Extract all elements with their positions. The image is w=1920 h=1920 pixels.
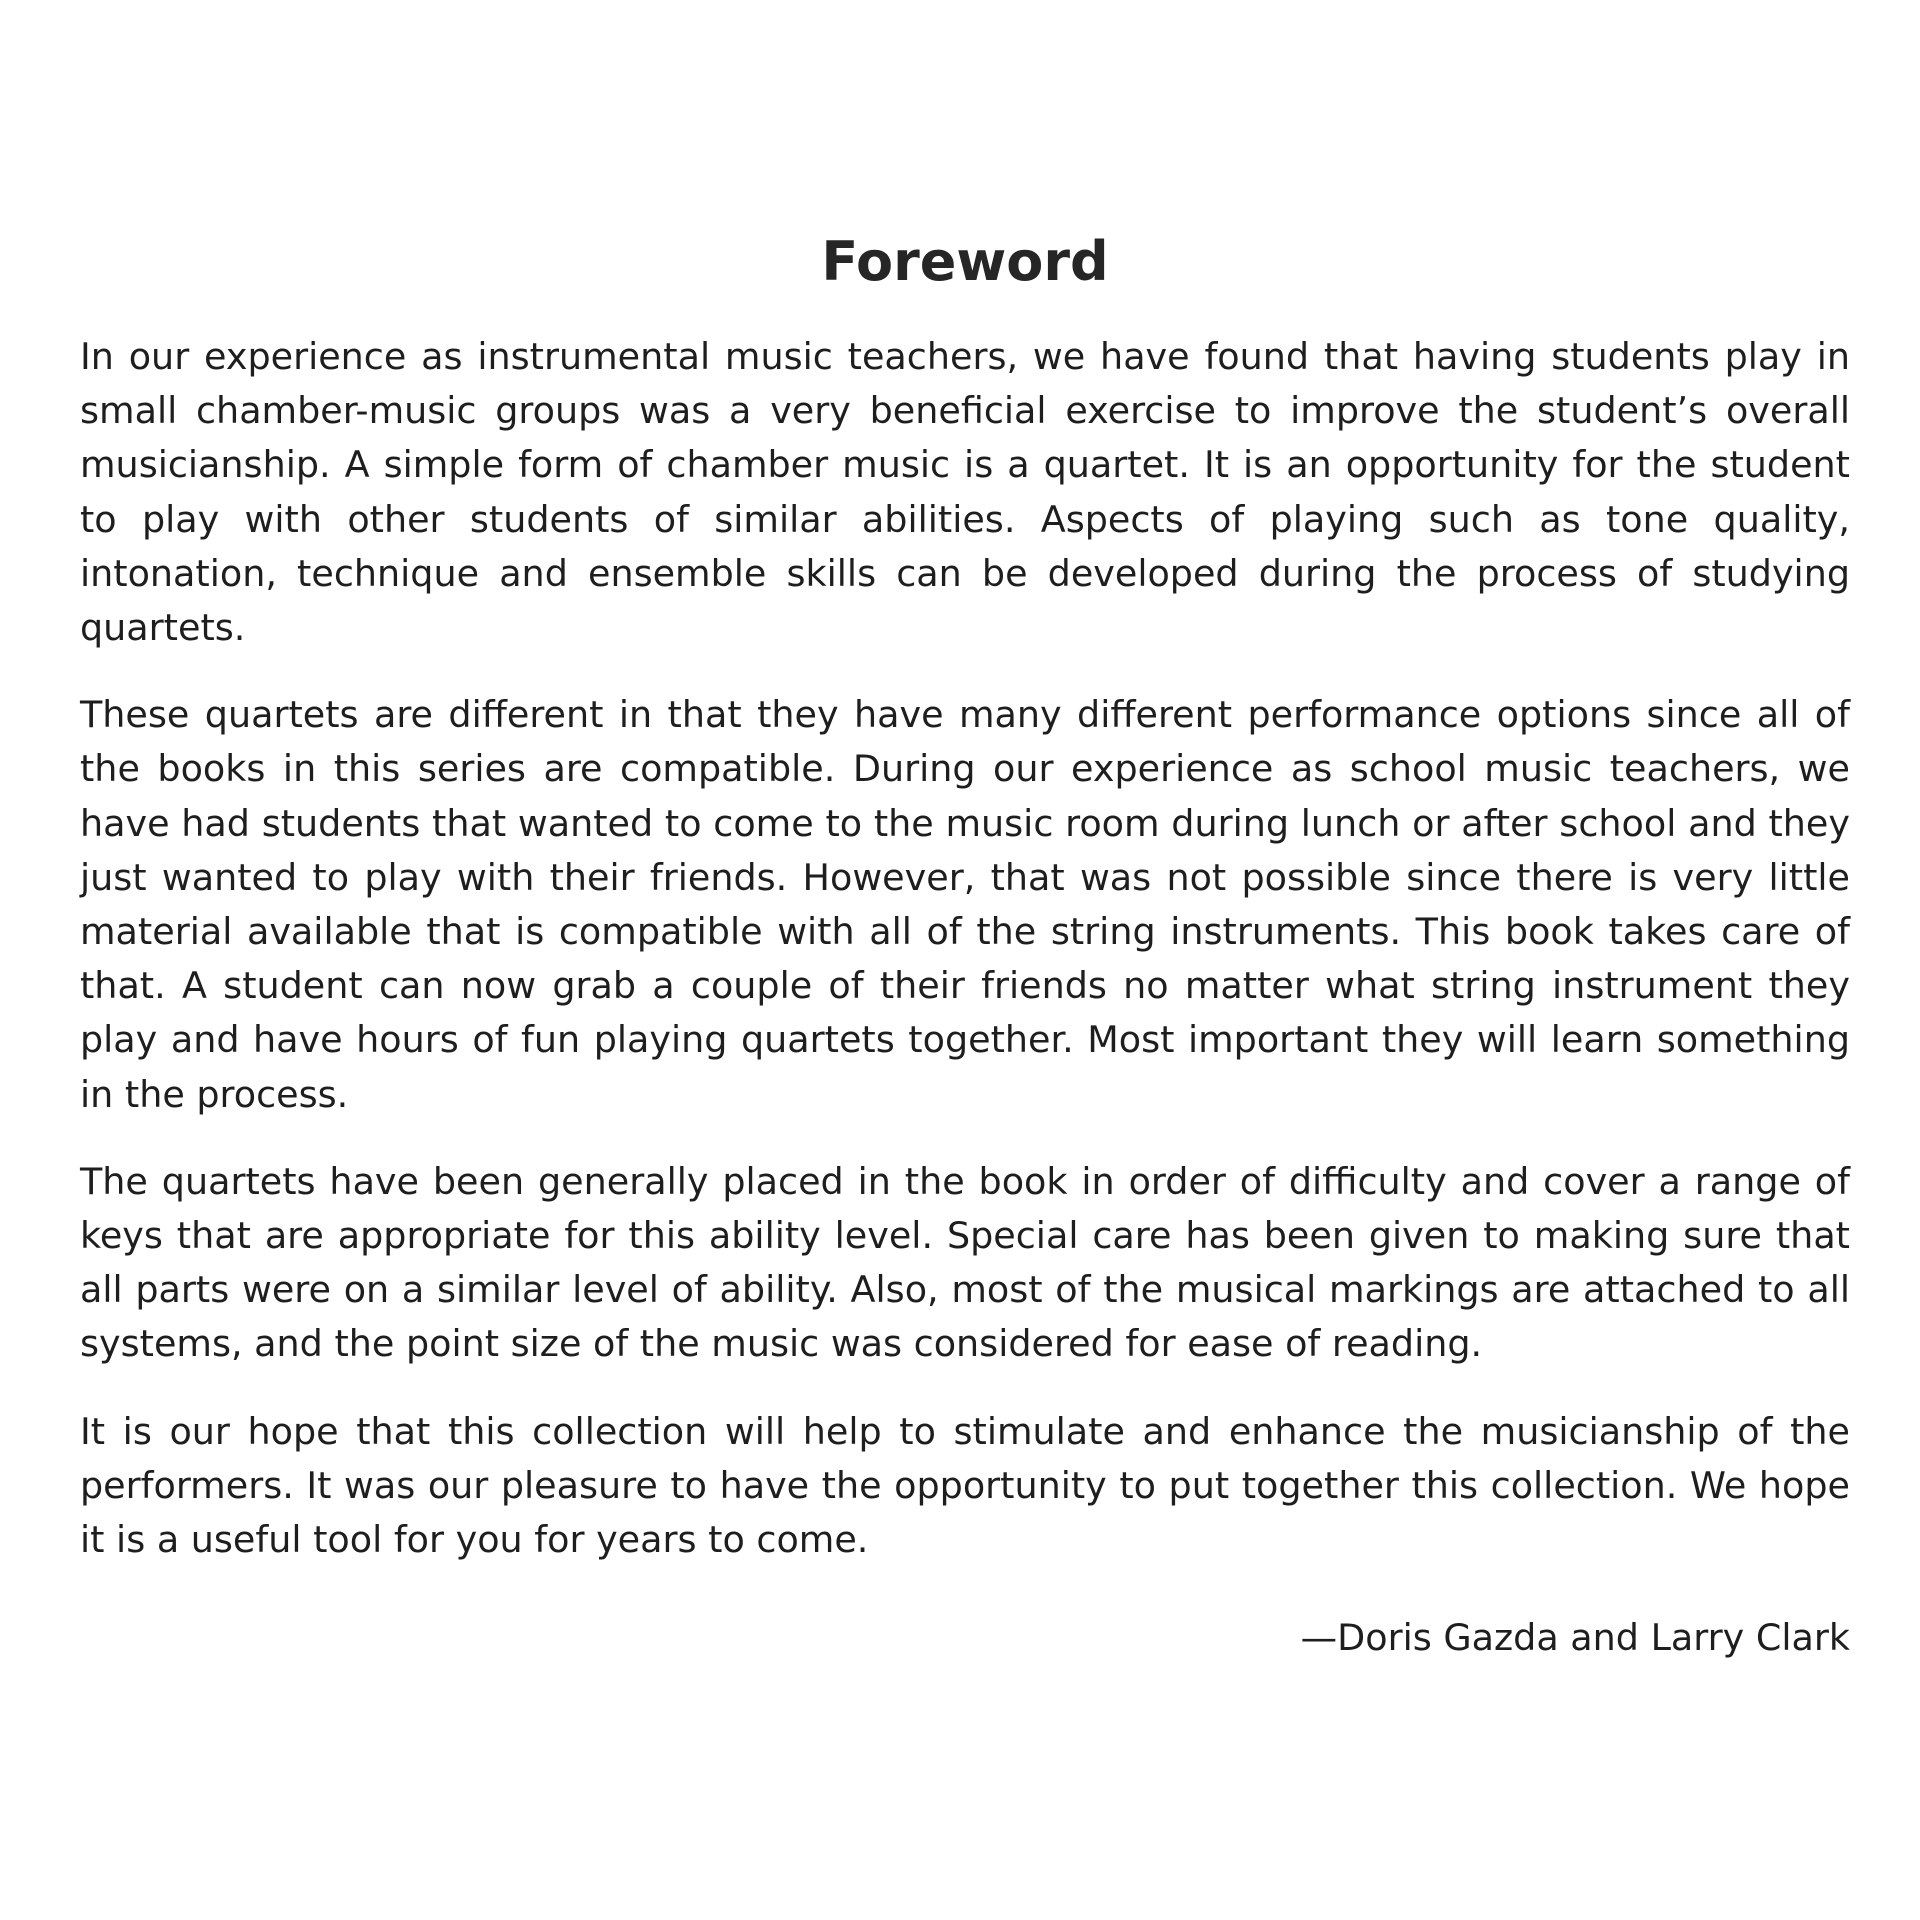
signature: —Doris Gazda and Larry Clark	[1300, 1616, 1850, 1660]
paragraph-1: In our experience as instrumental music teachers, we have found that having students play in small chamber-music groups was a very beneficial exercise to improve the student’s overall musicianship. A simple form of chamber music is a quartet. It is an opportunity for the student to play with other students of similar abilities. Aspects of playing such as tone quality, intonation, technique and ensemble skills can be developed during the process of studying quartets.	[80, 335, 1850, 650]
page-title: Foreword	[821, 230, 1109, 293]
paragraph-3: The quartets have been generally placed in the book in order of difficulty and cover a range of keys that are appropriate for this ability level. Special care has been given to making sure that all parts were on a similar level of ability. Also, most of the musical markings are attached to all systems, and the point size of the music was considered for ease of reading.	[80, 1159, 1850, 1366]
paragraph-2: These quartets are different in that they have many different performance options since all of the books in this series are compatible. During our experience as school music teachers, we have had students that wanted to come to the music room during lunch or after school and they just wanted to play with their friends. However, that was not possible since there is very little material available that is compatible with all of the string instruments. This book takes care of that. A student can now grab a couple of their friends no matter what string instrument they play and have hours of fun playing quartets together. Most important they will learn something in the process.	[80, 693, 1850, 1116]
foreword-body	[80, 330, 1850, 1665]
document-page	[80, 0, 1850, 1920]
paragraph-4: It is our hope that this collection will help to stimulate and enhance the musicianship of the performers. It was our pleasure to have the opportunity to put together this collection. We hope it is a useful tool for you for years to come.	[80, 1409, 1850, 1562]
